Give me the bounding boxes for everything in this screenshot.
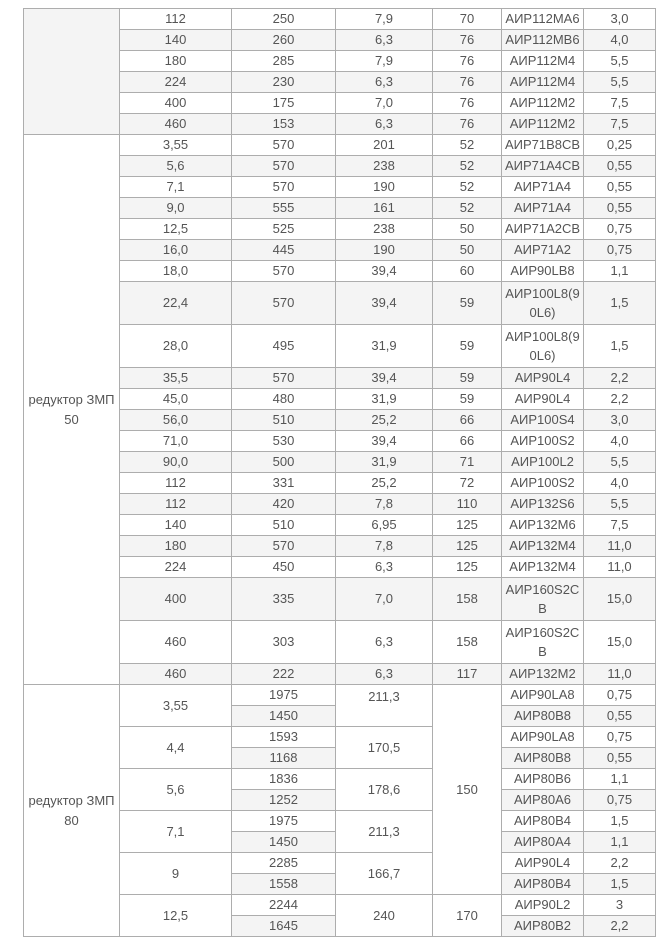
cell: 570 [232,156,336,177]
cell: 5,6 [120,769,232,811]
cell: 570 [232,282,336,325]
cell: 59 [433,282,502,325]
cell: 201 [336,135,433,156]
table-row [24,9,656,30]
cell: 76 [433,93,502,114]
cell: 0,55 [584,748,656,769]
cell: АИР90LA8 [502,727,584,748]
cell: 140 [120,515,232,536]
cell: 250 [232,9,336,30]
cell: 570 [232,536,336,557]
cell: 90,0 [120,452,232,473]
cell: 2,2 [584,916,656,937]
cell: 12,5 [120,219,232,240]
cell: 59 [433,368,502,389]
cell: 70 [433,9,502,30]
cell: 3,0 [584,9,656,30]
cell: 1645 [232,916,336,937]
cell: АИР112М2 [502,114,584,135]
cell: 7,1 [120,177,232,198]
cell: 71 [433,452,502,473]
cell: 153 [232,114,336,135]
cell: АИР100L8(90L6) [502,325,584,368]
cell: 9 [120,853,232,895]
cell: 31,9 [336,325,433,368]
cell: 3,0 [584,410,656,431]
cell: 166,7 [336,853,433,895]
cell: 25,2 [336,410,433,431]
cell: АИР90L2 [502,895,584,916]
cell: 190 [336,177,433,198]
cell: АИР112М4 [502,51,584,72]
cell: 71,0 [120,431,232,452]
cell: 1,5 [584,325,656,368]
cell: 420 [232,494,336,515]
cell: 66 [433,410,502,431]
gearbox-spec-table [23,8,656,937]
cell: 450 [232,557,336,578]
cell: АИР71А4 [502,198,584,219]
cell: 525 [232,219,336,240]
cell: 1,1 [584,832,656,853]
section-label [24,9,120,135]
cell: АИР132S6 [502,494,584,515]
cell: АИР90LB8 [502,261,584,282]
cell: 224 [120,72,232,93]
cell: 15,0 [584,621,656,664]
cell: 125 [433,557,502,578]
cell: 50 [433,240,502,261]
cell: 59 [433,325,502,368]
cell: 161 [336,198,433,219]
cell: 59 [433,389,502,410]
cell: 150 [433,685,502,895]
cell: 72 [433,473,502,494]
cell: АИР100S4 [502,410,584,431]
cell: 0,75 [584,727,656,748]
cell: 52 [433,198,502,219]
cell: 60 [433,261,502,282]
cell: АИР132М4 [502,557,584,578]
cell: 15,0 [584,578,656,621]
cell: 22,4 [120,282,232,325]
cell: 52 [433,156,502,177]
cell: 140 [120,30,232,51]
cell: 175 [232,93,336,114]
cell: АИР100S2 [502,473,584,494]
cell: 112 [120,494,232,515]
cell: 6,3 [336,114,433,135]
cell: 480 [232,389,336,410]
cell: АИР160S2СВ [502,621,584,664]
cell: АИР112МА6 [502,9,584,30]
cell: 18,0 [120,261,232,282]
cell: 2,2 [584,368,656,389]
cell: 4,0 [584,431,656,452]
cell: 5,6 [120,156,232,177]
cell: АИР132М6 [502,515,584,536]
cell: 125 [433,536,502,557]
cell: 117 [433,664,502,685]
cell: 1,5 [584,811,656,832]
cell: 7,0 [336,93,433,114]
cell: 570 [232,368,336,389]
cell: АИР71В8СВ [502,135,584,156]
cell: 1450 [232,706,336,727]
cell: 66 [433,431,502,452]
cell: 1,1 [584,769,656,790]
cell: АИР132М2 [502,664,584,685]
section-label: редуктор ЗМП 80 [24,685,120,937]
cell: АИР100L8(90L6) [502,282,584,325]
cell: 3,55 [120,135,232,156]
cell: 0,75 [584,685,656,706]
cell: 25,2 [336,473,433,494]
cell: 1252 [232,790,336,811]
cell: 1,5 [584,874,656,895]
cell: 222 [232,664,336,685]
cell: 158 [433,621,502,664]
cell: 555 [232,198,336,219]
cell: 5,5 [584,72,656,93]
cell: 0,75 [584,219,656,240]
cell: АИР80В2 [502,916,584,937]
cell: 211,3 [336,811,433,853]
cell: 50 [433,219,502,240]
cell: 303 [232,621,336,664]
cell: 12,5 [120,895,232,937]
cell: 238 [336,219,433,240]
cell: 31,9 [336,452,433,473]
cell: АИР80В4 [502,874,584,895]
cell: 180 [120,536,232,557]
cell: АИР71А4 [502,177,584,198]
cell: 285 [232,51,336,72]
cell: АИР71А4СВ [502,156,584,177]
cell: АИР112М4 [502,72,584,93]
cell: 4,0 [584,473,656,494]
cell: 500 [232,452,336,473]
cell: 0,55 [584,198,656,219]
cell: АИР112МВ6 [502,30,584,51]
cell: АИР112М2 [502,93,584,114]
cell: АИР100S2 [502,431,584,452]
cell: 35,5 [120,368,232,389]
cell: 112 [120,473,232,494]
cell: 510 [232,410,336,431]
cell: АИР71А2СВ [502,219,584,240]
cell: 4,4 [120,727,232,769]
cell: 530 [232,431,336,452]
cell: 52 [433,135,502,156]
cell: АИР100L2 [502,452,584,473]
cell: 2,2 [584,389,656,410]
cell: 5,5 [584,51,656,72]
table-row [24,685,656,706]
cell: 238 [336,156,433,177]
cell: 0,55 [584,706,656,727]
cell: 7,9 [336,9,433,30]
cell: 6,3 [336,72,433,93]
cell: 570 [232,177,336,198]
cell: 5,5 [584,452,656,473]
cell: 1,5 [584,282,656,325]
cell: 56,0 [120,410,232,431]
cell: 178,6 [336,769,433,811]
cell: 230 [232,72,336,93]
spec-table-body [24,9,656,937]
cell: 3,55 [120,685,232,727]
cell: 190 [336,240,433,261]
cell: 39,4 [336,261,433,282]
cell: 400 [120,578,232,621]
cell: 11,0 [584,664,656,685]
cell: 5,5 [584,494,656,515]
cell: 2244 [232,895,336,916]
cell: 7,5 [584,93,656,114]
cell: АИР80А6 [502,790,584,811]
cell: 4,0 [584,30,656,51]
cell: 0,55 [584,156,656,177]
cell: АИР80В6 [502,769,584,790]
cell: 9,0 [120,198,232,219]
cell: 0,75 [584,240,656,261]
cell: АИР80В8 [502,706,584,727]
cell: 76 [433,72,502,93]
cell: 6,3 [336,621,433,664]
cell: 211,3 [336,685,433,727]
cell: 335 [232,578,336,621]
cell: 6,95 [336,515,433,536]
cell: 1836 [232,769,336,790]
cell: АИР90LA8 [502,685,584,706]
cell: 11,0 [584,557,656,578]
cell: 7,5 [584,114,656,135]
cell: 0,75 [584,790,656,811]
cell: 76 [433,114,502,135]
cell: 28,0 [120,325,232,368]
cell: 260 [232,30,336,51]
cell: 45,0 [120,389,232,410]
cell: 7,5 [584,515,656,536]
cell: 39,4 [336,431,433,452]
cell: 76 [433,30,502,51]
cell: 1,1 [584,261,656,282]
cell: 76 [433,51,502,72]
cell: 445 [232,240,336,261]
cell: 7,8 [336,494,433,515]
cell: 240 [336,895,433,937]
cell: 1450 [232,832,336,853]
cell: 2285 [232,853,336,874]
cell: 1558 [232,874,336,895]
cell: 3 [584,895,656,916]
cell: 460 [120,114,232,135]
cell: 400 [120,93,232,114]
cell: 1168 [232,748,336,769]
cell: 125 [433,515,502,536]
cell: 170,5 [336,727,433,769]
cell: 11,0 [584,536,656,557]
cell: АИР80А4 [502,832,584,853]
cell: 7,9 [336,51,433,72]
cell: 1975 [232,685,336,706]
cell: 6,3 [336,30,433,51]
cell: 39,4 [336,368,433,389]
cell: 460 [120,621,232,664]
cell: АИР80В8 [502,748,584,769]
cell: 570 [232,135,336,156]
cell: 0,25 [584,135,656,156]
cell: 510 [232,515,336,536]
cell: 170 [433,895,502,937]
cell: АИР80В4 [502,811,584,832]
cell: 52 [433,177,502,198]
cell: 460 [120,664,232,685]
cell: АИР90L4 [502,853,584,874]
cell: АИР90L4 [502,389,584,410]
cell: 331 [232,473,336,494]
cell: 39,4 [336,282,433,325]
cell: 16,0 [120,240,232,261]
cell: АИР160S2СВ [502,578,584,621]
cell: 6,3 [336,557,433,578]
cell: 112 [120,9,232,30]
cell: 6,3 [336,664,433,685]
cell: 1593 [232,727,336,748]
cell: 7,0 [336,578,433,621]
cell: 495 [232,325,336,368]
cell: 1975 [232,811,336,832]
cell: 110 [433,494,502,515]
cell: АИР132М4 [502,536,584,557]
cell: 180 [120,51,232,72]
cell: 224 [120,557,232,578]
cell: АИР71А2 [502,240,584,261]
section-label: редуктор ЗМП 50 [24,135,120,685]
cell: АИР90L4 [502,368,584,389]
cell: 158 [433,578,502,621]
table-row [24,135,656,156]
cell: 570 [232,261,336,282]
cell: 31,9 [336,389,433,410]
cell: 7,8 [336,536,433,557]
cell: 2,2 [584,853,656,874]
cell: 7,1 [120,811,232,853]
cell: 0,55 [584,177,656,198]
